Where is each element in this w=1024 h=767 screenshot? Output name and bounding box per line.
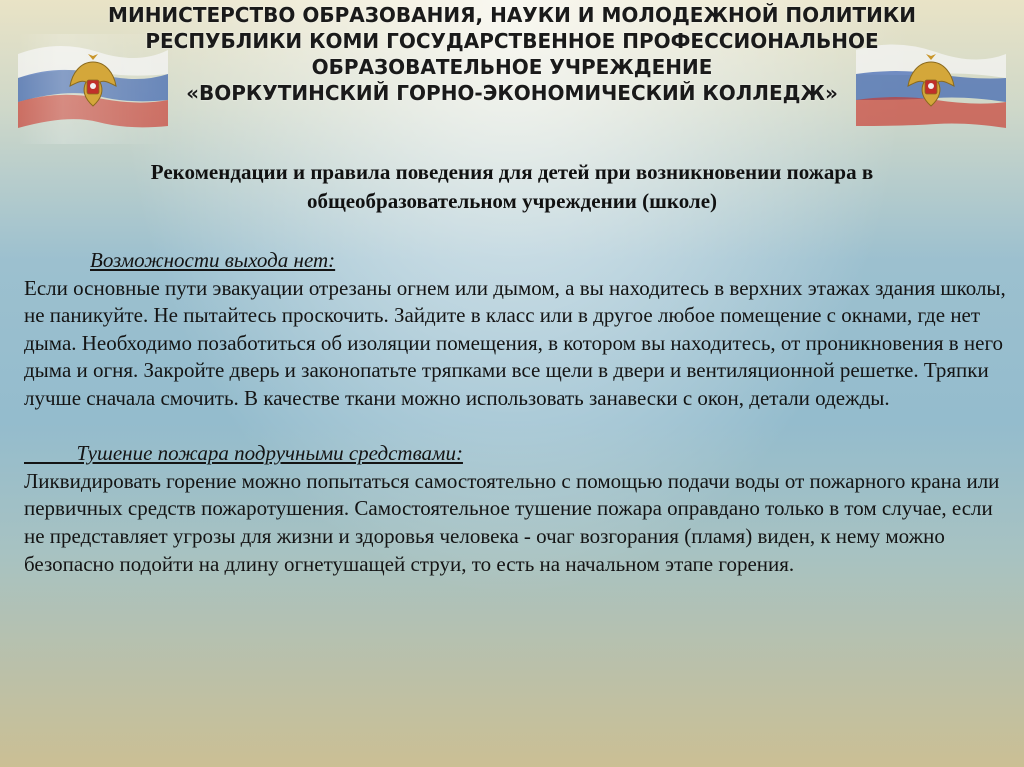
institution-header — [0, 2, 1024, 106]
document-title — [40, 158, 984, 216]
section-text-extinguishing: Ликвидировать горение можно попытаться самостоятельно с помощью подачи воды от пожарного крана или первичных средств пожаротушения. Самостоятельное тушение пожара оправдано только в том случае, если не представляет угрозы для жизни и здоровья человека - очаг возгорания (пламя) виден, к нему можно безопасно подойти на длину огнетушащей струи, то есть на начальном этапе горения. — [24, 468, 1000, 576]
header-line: МИНИСТЕРСТВО ОБРАЗОВАНИЯ, НАУКИ И МОЛОДЕЖНОЙ ПОЛИТИКИ — [108, 3, 916, 27]
header-line: «ВОРКУТИНСКИЙ ГОРНО-ЭКОНОМИЧЕСКИЙ КОЛЛЕДЖ» — [186, 81, 838, 105]
section-heading-no-exit: Возможности выхода нет: — [90, 248, 336, 272]
section-heading-extinguishing: Тушение пожара подручными средствами: — [76, 441, 463, 466]
title-line: Рекомендации и правила поведения для детей при возникновении пожара в — [150, 160, 874, 184]
section-text-no-exit: Если основные пути эвакуации отрезаны огнем или дымом, а вы находитесь в верхних этажах здания школы, не паникуйте. Не пытайтесь проскочить. Зайдите в класс или в другое любое помещение с окнами, где нет дыма. Необходимо позаботиться об изоляции помещения, в котором вы находитесь, от проникновения в него дыма и огня. Закройте дверь и законопатьте тряпками все щели в двери и вентиляционной решетке. Тряпки лучше сначала смочить. В качестве ткани можно использовать занавески с окон, детали одежды. — [24, 275, 1006, 410]
document-body — [24, 247, 1006, 578]
title-line: общеобразовательном учреждении (школе) — [306, 189, 718, 213]
header-line: РЕСПУБЛИКИ КОМИ ГОСУДАРСТВЕННОЕ ПРОФЕССИОНАЛЬНОЕ — [145, 29, 879, 53]
header-line: ОБРАЗОВАТЕЛЬНОЕ УЧРЕЖДЕНИЕ — [311, 55, 713, 79]
